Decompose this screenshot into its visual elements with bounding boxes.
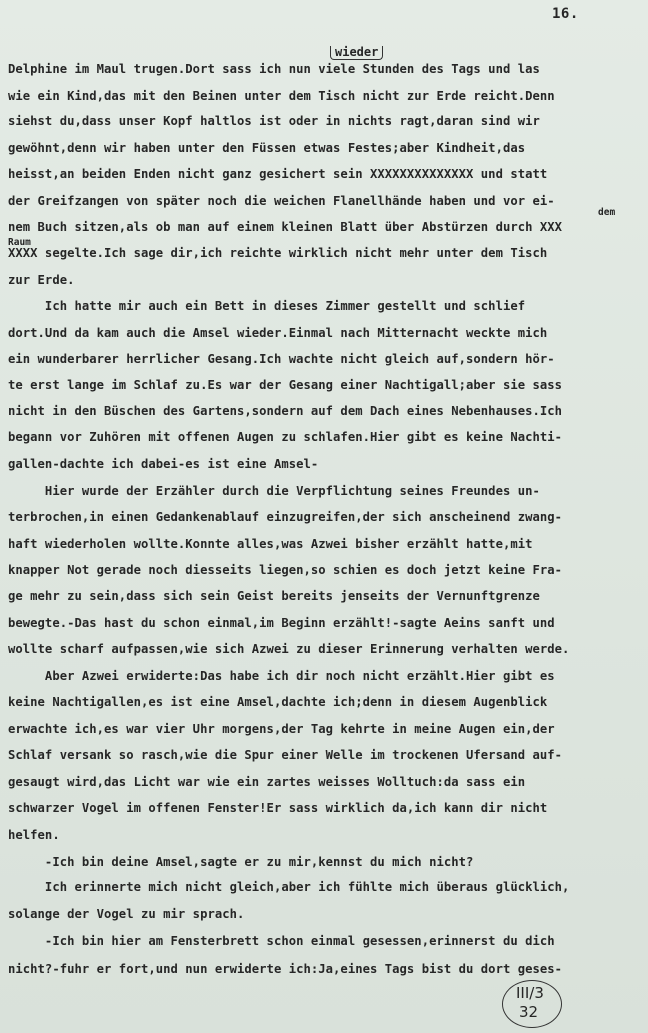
text-line: nicht?-fuhr er fort,und nun erwiderte ich:Ja,eines Tags bist du dort geses-: [8, 962, 563, 976]
text-line: nem Buch sitzen,als ob man auf einem kleinen Blatt über Abstürzen durch XXX: [8, 220, 563, 234]
text-line: haft wiederholen wollte.Konnte alles,was Azwei bisher erzählt hatte,mit: [8, 537, 533, 551]
margin-note: dem: [598, 207, 616, 218]
text-line: solange der Vogel zu mir sprach.: [8, 907, 245, 921]
text-line: helfen.: [8, 828, 60, 842]
text-line: knapper Not gerade noch diesseits liegen,so schien es doch jetzt keine Fra-: [8, 563, 563, 577]
text-line: Delphine im Maul trugen.Dort sass ich nun viele Stunden des Tags und las: [8, 62, 540, 76]
text-line: te erst lange im Schlaf zu.Es war der Gesang einer Nachtigall;aber sie sass: [8, 378, 563, 392]
text-line: gallen-dachte ich dabei-es ist eine Amsel-: [8, 457, 319, 471]
text-line: heisst,an beiden Enden nicht ganz gesichert sein XXXXXXXXXXXXXX und statt: [8, 167, 548, 181]
text-line: Hier wurde der Erzähler durch die Verpflichtung seines Freundes un-: [8, 484, 540, 498]
text-line: Ich hatte mir auch ein Bett in dieses Zimmer gestellt und schlief: [8, 299, 526, 313]
text-line: bewegte.-Das hast du schon einmal,im Beginn erzählt!-sagte Aeins sanft und: [8, 616, 555, 630]
handwritten-insert: wieder: [330, 46, 383, 60]
text-line: ge mehr zu sein,dass sich sein Geist bereits jenseits der Vernunftgrenze: [8, 589, 540, 603]
text-line: ein wunderbarer herrlicher Gesang.Ich wachte nicht gleich auf,sondern hör-: [8, 352, 555, 366]
text-line: schwarzer Vogel im offenen Fenster!Er sass wirklich da,ich kann dir nicht: [8, 801, 548, 815]
text-line: siehst du,dass unser Kopf haltlos ist oder in nichts ragt,daran sind wir: [8, 114, 540, 128]
text-line: -Ich bin hier am Fensterbrett schon einmal gesessen,erinnerst du dich: [8, 934, 555, 948]
archive-stamp: [502, 980, 562, 1028]
text-line: der Greifzangen von später noch die weichen Flanellhände haben und vor ei-: [8, 194, 555, 208]
text-line: begann vor Zuhören mit offenen Augen zu schlafen.Hier gibt es keine Nachti-: [8, 430, 563, 444]
text-line: gewöhnt,denn wir haben unter den Füssen etwas Festes;aber Kindheit,das: [8, 141, 526, 155]
stamp-top: III/3: [516, 984, 544, 1002]
text-line: Ich erinnerte mich nicht gleich,aber ich fühlte mich überaus glücklich,: [8, 880, 570, 894]
stamp-bottom: 32: [519, 1003, 539, 1021]
text-line: -Ich bin deine Amsel,sagte er zu mir,kennst du mich nicht?: [8, 855, 474, 869]
text-line: dort.Und da kam auch die Amsel wieder.Einmal nach Mitternacht weckte mich: [8, 326, 548, 340]
text-line: Schlaf versank so rasch,wie die Spur einer Welle im trockenen Ufersand auf-: [8, 748, 563, 762]
text-line: wollte scharf aufpassen,wie sich Azwei zu dieser Erinnerung verhalten werde.: [8, 642, 570, 656]
text-line: terbrochen,in einen Gedankenablauf einzugreifen,der sich anscheinend zwang-: [8, 510, 563, 524]
text-line: Aber Azwei erwiderte:Das habe ich dir noch nicht erzählt.Hier gibt es: [8, 669, 555, 683]
text-line: gesaugt wird,das Licht war wie ein zartes weisses Wolltuch:da sass ein: [8, 775, 526, 789]
page-number: 16.: [552, 6, 579, 22]
text-line: XXXX segelte.Ich sage dir,ich reichte wirklich nicht mehr unter dem Tisch: [8, 246, 548, 260]
text-line: wie ein Kind,das mit den Beinen unter dem Tisch nicht zur Erde reicht.Denn: [8, 89, 555, 103]
text-line: nicht in den Büschen des Gartens,sondern auf dem Dach eines Nebenhauses.Ich: [8, 404, 563, 418]
text-line: keine Nachtigallen,es ist eine Amsel,dachte ich;denn in diesem Augenblick: [8, 695, 548, 709]
text-line: erwachte ich,es war vier Uhr morgens,der Tag kehrte in meine Augen ein,der: [8, 722, 555, 736]
margin-note: Raum: [8, 237, 31, 248]
text-line: zur Erde.: [8, 273, 75, 287]
